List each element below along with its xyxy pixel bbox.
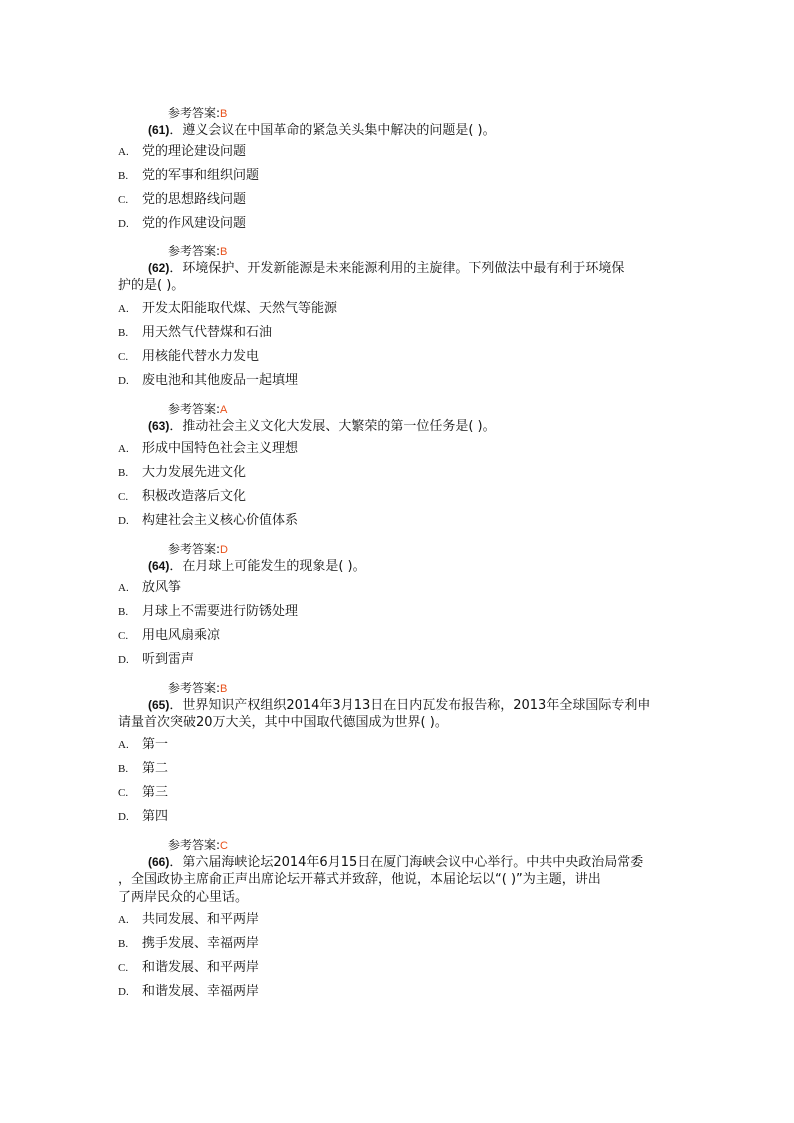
option-letter: C. <box>118 630 129 642</box>
option-letter: B. <box>118 606 129 618</box>
option-item <box>118 512 298 530</box>
option-text: 携手发展、幸福两岸 <box>142 936 260 951</box>
option-letter: B. <box>118 763 129 775</box>
option-item <box>118 983 259 1001</box>
question-stem <box>148 557 366 576</box>
option-letter: D. <box>118 515 129 527</box>
answer-value: B <box>220 108 228 120</box>
answer-value: A <box>220 404 228 416</box>
option-letter: D. <box>118 218 129 230</box>
option-item <box>118 603 298 621</box>
question-text: ．在月球上可能发生的现象是( )。 <box>169 559 366 574</box>
option-item <box>118 440 298 458</box>
question-text-continued: 请量首次突破20万大关，其中中国取代德国成为世界( )。 <box>118 715 448 730</box>
option-letter: A. <box>118 146 129 158</box>
option-item <box>118 651 194 669</box>
option-text: 构建社会主义核心价值体系 <box>142 513 299 528</box>
question-text-continued: 护的是( )。 <box>118 278 185 293</box>
option-item <box>118 167 259 185</box>
option-item <box>118 760 168 778</box>
option-item <box>118 488 246 506</box>
question-text-continued: ，全国政协主席俞正声出席论坛开幕式并致辞，他说，本届论坛以“( )”为主题，讲出 <box>118 872 601 887</box>
option-letter: B. <box>118 170 129 182</box>
option-letter: A. <box>118 582 129 594</box>
option-letter: C. <box>118 351 129 363</box>
option-letter: A. <box>118 443 129 455</box>
option-letter: B. <box>118 327 129 339</box>
answer-label: 参考答案: <box>168 402 221 416</box>
option-text: 党的理论建设问题 <box>142 144 247 159</box>
answer-label: 参考答案: <box>168 838 221 852</box>
question-text: ．世界知识产权组织2014年3月13日在日内瓦发布报告称，2013年全球国际专利申 <box>169 698 651 713</box>
answer-label: 参考答案: <box>168 106 221 120</box>
option-item <box>118 935 259 953</box>
question-text: ．遵义会议在中国革命的紧急关头集中解决的问题是( )。 <box>169 123 496 138</box>
option-text: 月球上不需要进行防锈处理 <box>142 604 299 619</box>
option-text: 党的军事和组织问题 <box>142 168 260 183</box>
option-text: 用天然气代替煤和石油 <box>142 325 273 340</box>
question-text: ．推动社会主义文化大发展、大繁荣的第一位任务是( )。 <box>169 419 496 434</box>
answer-value: B <box>220 683 228 695</box>
option-text: 党的思想路线问题 <box>142 192 247 207</box>
question-stem <box>148 696 650 715</box>
option-letter: A. <box>118 914 129 926</box>
option-text: 和谐发展、幸福两岸 <box>142 984 260 999</box>
option-text: 和谐发展、和平两岸 <box>142 960 260 975</box>
option-text: 党的作风建设问题 <box>142 216 247 231</box>
option-letter: C. <box>118 962 129 974</box>
question-text: ．环境保护、开发新能源是未来能源利用的主旋律。下列做法中最有利于环境保 <box>169 261 625 276</box>
option-item <box>118 372 298 390</box>
question-number: (62) <box>148 261 170 275</box>
question-number: (66) <box>148 855 170 869</box>
option-text: 听到雷声 <box>142 652 195 667</box>
option-letter: B. <box>118 467 129 479</box>
question-number: (63) <box>148 419 170 433</box>
option-letter: D. <box>118 375 129 387</box>
option-text: 大力发展先进文化 <box>142 465 247 480</box>
question-text-continued: 了两岸民众的心里话。 <box>118 890 249 905</box>
option-text: 用核能代替水力发电 <box>142 349 260 364</box>
option-item <box>118 464 246 482</box>
option-item <box>118 215 246 233</box>
option-text: 形成中国特色社会主义理想 <box>142 441 299 456</box>
option-item <box>118 959 259 977</box>
option-text: 开发太阳能取代煤、天然气等能源 <box>142 301 338 316</box>
option-item <box>118 191 246 209</box>
question-stem <box>148 259 624 278</box>
option-text: 放风筝 <box>142 580 182 595</box>
option-item <box>118 911 259 929</box>
option-item <box>118 784 168 802</box>
option-letter: D. <box>118 811 129 823</box>
option-letter: A. <box>118 303 129 315</box>
question-stem <box>148 853 643 872</box>
answer-label: 参考答案: <box>168 542 221 556</box>
option-item <box>118 300 337 318</box>
option-item <box>118 324 272 342</box>
answer-label: 参考答案: <box>168 244 221 258</box>
question-number: (64) <box>148 559 170 573</box>
question-stem <box>148 417 496 436</box>
answer-label: 参考答案: <box>168 681 221 695</box>
question-text: ．第六届海峡论坛2014年6月15日在厦门海峡会议中心举行。中共中央政治局常委 <box>169 855 644 870</box>
answer-value: C <box>220 840 228 852</box>
option-letter: C. <box>118 194 129 206</box>
option-letter: C. <box>118 787 129 799</box>
option-text: 第二 <box>142 761 169 776</box>
option-text: 第三 <box>142 785 169 800</box>
answer-value: B <box>220 246 228 258</box>
answer-value: D <box>220 544 228 556</box>
option-text: 第一 <box>142 737 169 752</box>
option-letter: A. <box>118 739 129 751</box>
option-text: 共同发展、和平两岸 <box>142 912 260 927</box>
option-text: 第四 <box>142 809 169 824</box>
option-text: 积极改造落后文化 <box>142 489 247 504</box>
option-letter: B. <box>118 938 129 950</box>
option-text: 废电池和其他废品一起填埋 <box>142 373 299 388</box>
option-item <box>118 627 220 645</box>
question-stem <box>148 121 496 140</box>
question-number: (65) <box>148 698 170 712</box>
option-item <box>118 579 181 597</box>
option-letter: C. <box>118 491 129 503</box>
option-text: 用电风扇乘凉 <box>142 628 221 643</box>
option-item <box>118 348 259 366</box>
option-letter: D. <box>118 654 129 666</box>
option-letter: D. <box>118 986 129 998</box>
option-item <box>118 143 246 161</box>
option-item <box>118 736 168 754</box>
question-number: (61) <box>148 123 170 137</box>
option-item <box>118 808 168 826</box>
